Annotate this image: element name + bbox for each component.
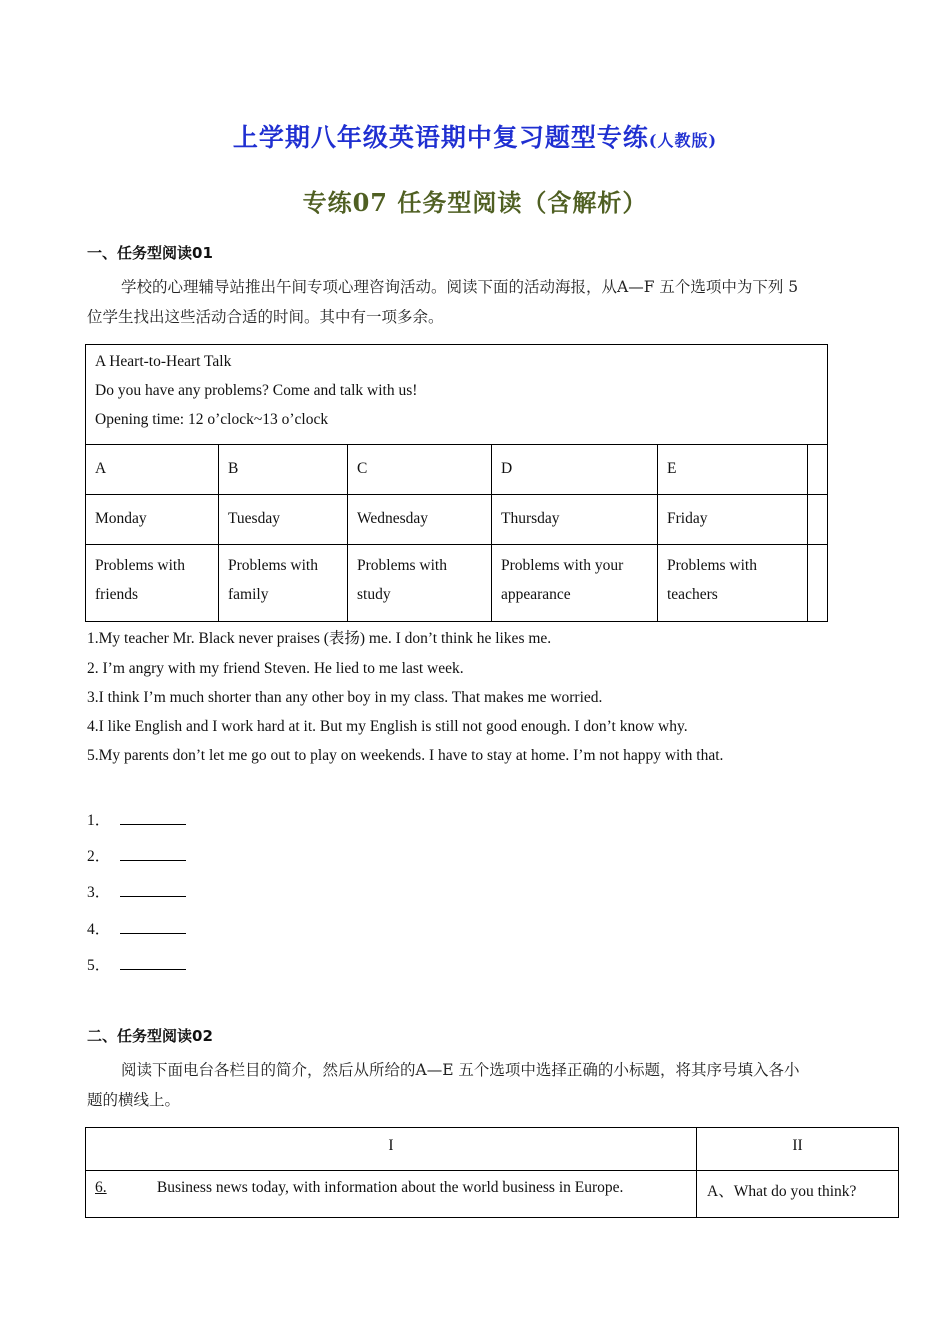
answer-blank[interactable]	[120, 812, 186, 825]
question-3: 3.I think I’m much shorter than any other boy in my class. That makes me worried.	[87, 689, 603, 706]
page-subtitle: 专练07 任务型阅读（含解析）	[302, 188, 648, 217]
title-suffix: (人教版)	[648, 131, 718, 150]
question-2: 2. I’m angry with my friend Steven. He lied to me last week.	[87, 660, 464, 677]
days-row	[86, 494, 827, 545]
topic-line: Problems with	[357, 557, 447, 574]
answer-number: 1．	[87, 812, 111, 829]
title-main: 上学期八年级英语期中复习题型专练	[232, 123, 649, 152]
row-text: Business news today, with information about the world business in Europe.	[156, 1179, 624, 1196]
question-1: 1.My teacher Mr. Black never praises (表扬) me. I don’t think he likes me.	[87, 630, 552, 647]
topic-line: Problems with	[228, 557, 318, 574]
day-cell: Monday	[86, 494, 219, 544]
letter-cell: E	[658, 444, 808, 494]
letters-row	[86, 444, 827, 495]
table-row	[86, 1170, 898, 1217]
question-5: 5.My parents don’t let me go out to play on weekends. I have to stay at home. I’m not happy with that.	[87, 747, 724, 764]
poster-header	[86, 345, 827, 445]
section1-instruction	[87, 272, 857, 332]
section2-instruction-line2: 题的横线上。	[87, 1091, 181, 1109]
option-a: A、What do you think?	[707, 1183, 857, 1200]
topic-cell	[219, 544, 348, 621]
topics-row	[86, 544, 827, 621]
answer-line	[87, 808, 186, 830]
section2-heading: 二、任务型阅读02	[87, 1027, 213, 1045]
row-description	[86, 1170, 697, 1217]
section1-instruction-line2: 位学生找出这些活动合适的时间。其中有一项多余。	[87, 308, 444, 326]
topic-line: Problems with your	[501, 557, 624, 574]
topic-line: appearance	[501, 586, 571, 603]
answer-line	[87, 880, 186, 902]
topic-cell	[492, 544, 658, 621]
topic-line: family	[228, 586, 269, 603]
poster-title: A Heart-to-Heart Talk	[95, 353, 232, 370]
section1-heading: 一、任务型阅读01	[87, 244, 213, 262]
section2-instruction-line1: 阅读下面电台各栏目的简介，然后从所给的A—E 五个选项中选择正确的小标题，将其序号填入各小	[121, 1061, 800, 1079]
answer-line	[87, 917, 186, 939]
answer-blank[interactable]	[120, 921, 186, 934]
table-header-row	[86, 1128, 898, 1171]
day-cell: Thursday	[492, 494, 658, 544]
topic-cell	[348, 544, 492, 621]
answer-line	[87, 844, 186, 866]
empty-cell	[808, 494, 827, 544]
section2-instruction	[87, 1055, 867, 1115]
answer-number: 5．	[87, 957, 111, 974]
empty-cell	[808, 544, 827, 621]
day-cell: Friday	[658, 494, 808, 544]
letter-cell: C	[348, 444, 492, 494]
topic-line: study	[357, 586, 391, 603]
page-title	[0, 118, 950, 154]
empty-cell	[808, 444, 827, 494]
poster-line3: Opening time: 12 o’clock~13 o’clock	[95, 411, 329, 428]
day-cell: Tuesday	[219, 494, 348, 544]
col2-header: II	[792, 1137, 803, 1154]
col1-header: I	[86, 1128, 697, 1170]
answer-line	[87, 953, 186, 975]
topic-line: Problems with	[667, 557, 757, 574]
answer-number: 4．	[87, 921, 111, 938]
radio-program-table	[85, 1127, 899, 1218]
letter-cell: B	[219, 444, 348, 494]
answer-blank[interactable]	[120, 957, 186, 970]
topic-line: Problems with	[95, 557, 185, 574]
topic-cell	[658, 544, 808, 621]
answer-number: 3．	[87, 884, 111, 901]
answer-blank-6[interactable]: 6.	[95, 1179, 107, 1196]
topic-cell	[86, 544, 219, 621]
section1-instruction-line1: 学校的心理辅导站推出午间专项心理咨询活动。阅读下面的活动海报，从A—F 五个选项中为下列 5	[121, 278, 799, 296]
question-4: 4.I like English and I work hard at it. But my English is still not good enough. I don’t know why.	[87, 718, 688, 735]
letter-cell: D	[492, 444, 658, 494]
letter-cell: A	[86, 444, 219, 494]
topic-line: teachers	[667, 586, 718, 603]
answer-number: 2．	[87, 848, 111, 865]
answer-blank[interactable]	[120, 848, 186, 861]
day-cell: Wednesday	[348, 494, 492, 544]
topic-line: friends	[95, 586, 139, 603]
answer-blank[interactable]	[120, 884, 186, 897]
poster-line2: Do you have any problems? Come and talk with us!	[95, 382, 418, 399]
activity-poster-table	[85, 344, 828, 622]
